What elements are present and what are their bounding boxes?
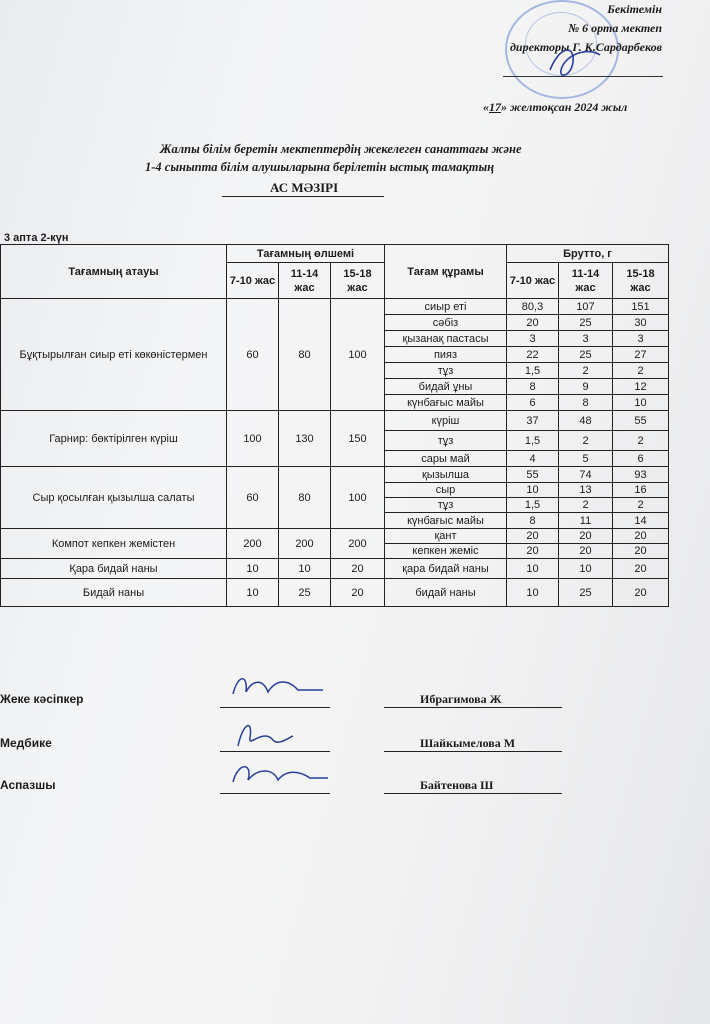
- ingredient-gross: 20: [507, 529, 559, 544]
- ingredient-name: тұз: [385, 431, 507, 451]
- ingredient-name: қызылша: [385, 467, 507, 483]
- ingredient-name: қант: [385, 529, 507, 544]
- ingredient-gross: 6: [507, 395, 559, 411]
- ingredient-gross: 2: [559, 431, 613, 451]
- ingredient-gross: 10: [507, 579, 559, 607]
- table-row: [1, 299, 669, 315]
- ingredient-gross: 12: [613, 379, 669, 395]
- table-row: [1, 411, 669, 431]
- dish-portion: 60: [227, 299, 279, 411]
- ingredient-gross: 20: [613, 559, 669, 579]
- ingredient-gross: 3: [507, 331, 559, 347]
- dish-portion: 150: [331, 411, 385, 467]
- dish-portion: 80: [279, 467, 331, 529]
- ingredient-gross: 20: [613, 529, 669, 544]
- header-gross-age-15-18: 15-18 жас: [613, 263, 669, 299]
- dish-portion: 130: [279, 411, 331, 467]
- ingredient-name: сиыр еті: [385, 299, 507, 315]
- ingredient-gross: 14: [613, 513, 669, 529]
- approval-date-rest: желтоқсан 2024 жыл: [510, 100, 628, 114]
- ingredient-gross: 20: [613, 544, 669, 559]
- ingredient-gross: 55: [613, 411, 669, 431]
- ingredient-gross: 25: [559, 579, 613, 607]
- staff-role: Жеке кәсіпкер: [0, 692, 84, 706]
- header-portion-age-15-18: 15-18 жас: [331, 263, 385, 299]
- ingredient-gross: 10: [559, 559, 613, 579]
- ingredient-gross: 8: [507, 379, 559, 395]
- header-portion: Тағамның өлшемі: [227, 245, 385, 263]
- ingredient-gross: 6: [613, 451, 669, 467]
- week-day-label: 3 апта 2-күн: [4, 232, 69, 244]
- ingredient-gross: 1,5: [507, 431, 559, 451]
- table-row: [1, 579, 669, 607]
- dish-name: Қара бидай наны: [1, 559, 227, 579]
- staff-name-line: [384, 751, 562, 752]
- ingredient-gross: 3: [559, 331, 613, 347]
- ingredient-gross: 8: [559, 395, 613, 411]
- ingredient-gross: 1,5: [507, 498, 559, 513]
- header-gross: Брутто, г: [507, 245, 669, 263]
- ingredient-gross: 11: [559, 513, 613, 529]
- staff-signature: [228, 674, 338, 708]
- ingredient-name: сыр: [385, 483, 507, 498]
- header-gross-age-7-10: 7-10 жас: [507, 263, 559, 299]
- dish-portion: 60: [227, 467, 279, 529]
- ingredient-gross: 30: [613, 315, 669, 331]
- dish-name: Бұқтырылған сиыр еті көкөністермен: [1, 299, 227, 411]
- header-ingredients: Тағам құрамы: [385, 245, 507, 299]
- ingredient-name: тұз: [385, 498, 507, 513]
- ingredient-name: күнбағыс майы: [385, 395, 507, 411]
- ingredient-gross: 2: [613, 363, 669, 379]
- menu-table: [0, 244, 669, 607]
- staff-signature: [228, 718, 338, 752]
- ingredient-name: кепкен жеміс: [385, 544, 507, 559]
- ingredient-gross: 10: [507, 559, 559, 579]
- dish-portion: 20: [331, 579, 385, 607]
- staff-signature: [228, 760, 338, 794]
- title-line-1: Жалпы білім беретін мектептердің жекелеген санаттағы және: [160, 142, 522, 156]
- ingredient-gross: 74: [559, 467, 613, 483]
- ingredient-name: сары май: [385, 451, 507, 467]
- staff-name-line: [384, 707, 562, 708]
- header-gross-age-11-14: 11-14 жас: [559, 263, 613, 299]
- ingredient-name: күріш: [385, 411, 507, 431]
- ingredient-name: бидай наны: [385, 579, 507, 607]
- table-row: [1, 559, 669, 579]
- dish-portion: 100: [227, 411, 279, 467]
- dish-portion: 80: [279, 299, 331, 411]
- staff-name: Байтенова Ш: [420, 778, 494, 792]
- dish-name: Сыр қосылған қызылша салаты: [1, 467, 227, 529]
- dish-portion: 200: [331, 529, 385, 559]
- ingredient-gross: 22: [507, 347, 559, 363]
- ingredient-gross: 8: [507, 513, 559, 529]
- ingredient-name: тұз: [385, 363, 507, 379]
- dish-name: Бидай наны: [1, 579, 227, 607]
- header-portion-age-7-10: 7-10 жас: [227, 263, 279, 299]
- approval-date: «17» желтоқсан 2024 жыл: [483, 100, 628, 114]
- dish-portion: 200: [227, 529, 279, 559]
- ingredient-gross: 93: [613, 467, 669, 483]
- ingredient-gross: 25: [559, 347, 613, 363]
- dish-portion: 10: [227, 559, 279, 579]
- dish-portion: 10: [279, 559, 331, 579]
- ingredient-gross: 2: [613, 431, 669, 451]
- ingredient-gross: 151: [613, 299, 669, 315]
- ingredient-gross: 55: [507, 467, 559, 483]
- ingredient-name: бидай ұны: [385, 379, 507, 395]
- ingredient-gross: 10: [613, 395, 669, 411]
- ingredient-name: қара бидай наны: [385, 559, 507, 579]
- ingredient-gross: 10: [507, 483, 559, 498]
- ingredient-gross: 20: [559, 544, 613, 559]
- ingredient-gross: 2: [613, 498, 669, 513]
- ingredient-gross: 20: [613, 579, 669, 607]
- approval-school: № 6 орта мектеп: [568, 21, 662, 35]
- ingredient-name: сәбіз: [385, 315, 507, 331]
- staff-name: Шайкымелова М: [420, 736, 516, 750]
- ingredient-gross: 4: [507, 451, 559, 467]
- dish-name: Компот кепкен жемістен: [1, 529, 227, 559]
- ingredient-name: күнбағыс майы: [385, 513, 507, 529]
- ingredient-gross: 80,3: [507, 299, 559, 315]
- table-row: [1, 467, 669, 483]
- director-signature-line: [503, 76, 663, 77]
- ingredient-gross: 25: [559, 315, 613, 331]
- staff-name-line: [384, 793, 562, 794]
- dish-portion: 25: [279, 579, 331, 607]
- header-portion-age-11-14: 11-14 жас: [279, 263, 331, 299]
- title-underline: [222, 196, 384, 197]
- ingredient-gross: 20: [559, 529, 613, 544]
- dish-portion: 20: [331, 559, 385, 579]
- ingredient-gross: 2: [559, 363, 613, 379]
- ingredient-gross: 48: [559, 411, 613, 431]
- director-signature: [545, 40, 605, 85]
- approval-date-day: 17: [489, 100, 501, 114]
- ingredient-gross: 9: [559, 379, 613, 395]
- approval-director: директоры Г. К.Сардарбеков: [509, 40, 662, 54]
- ingredient-name: қызанақ пастасы: [385, 331, 507, 347]
- title-line-2: 1-4 сыныпта білім алушыларына берілетін ыстық тамақтың: [145, 160, 495, 174]
- staff-role: Медбике: [0, 736, 52, 750]
- dish-name: Гарнир: бөктірілген күріш: [1, 411, 227, 467]
- staff-name: Ибрагимова Ж: [420, 692, 502, 706]
- ingredient-gross: 27: [613, 347, 669, 363]
- dish-portion: 100: [331, 467, 385, 529]
- approval-heading: Бекітемін: [607, 2, 662, 16]
- ingredient-gross: 107: [559, 299, 613, 315]
- ingredient-gross: 3: [613, 331, 669, 347]
- menu-table-body: [1, 299, 669, 607]
- ingredient-gross: 20: [507, 315, 559, 331]
- dish-portion: 100: [331, 299, 385, 411]
- ingredient-gross: 5: [559, 451, 613, 467]
- ingredient-gross: 2: [559, 498, 613, 513]
- ingredient-gross: 20: [507, 544, 559, 559]
- ingredient-gross: 16: [613, 483, 669, 498]
- ingredient-gross: 1,5: [507, 363, 559, 379]
- header-dish-name: Тағамның атауы: [1, 245, 227, 299]
- staff-role: Аспазшы: [0, 778, 56, 792]
- ingredient-name: пияз: [385, 347, 507, 363]
- table-row: [1, 529, 669, 544]
- ingredient-gross: 37: [507, 411, 559, 431]
- page-title: АС МӘЗІРІ: [270, 180, 339, 195]
- dish-portion: 10: [227, 579, 279, 607]
- ingredient-gross: 13: [559, 483, 613, 498]
- dish-portion: 200: [279, 529, 331, 559]
